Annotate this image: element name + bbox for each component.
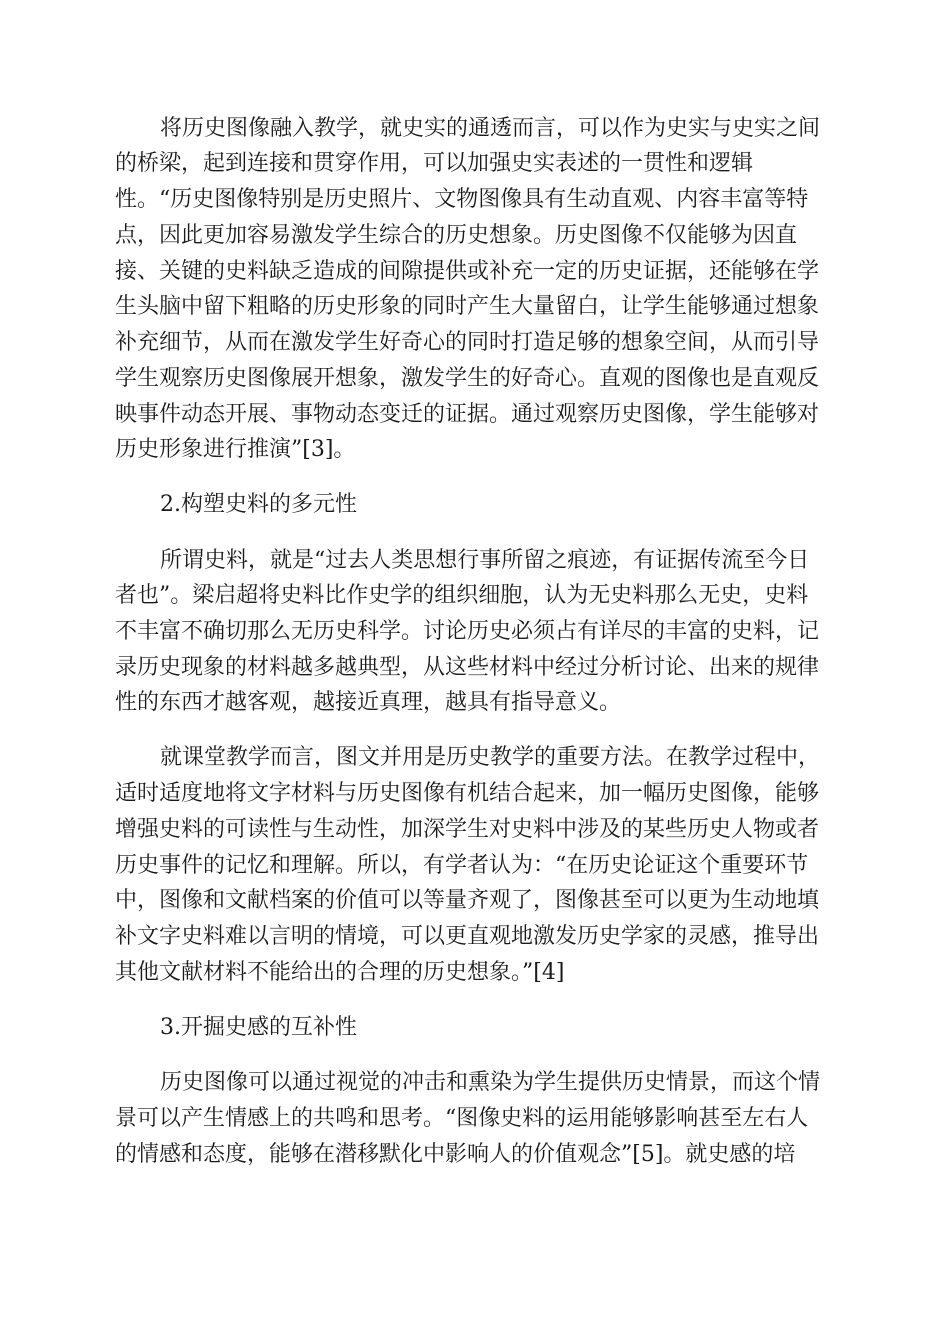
paragraph-1-line-1: 将历史图像融入教学，就史实的通透而言，可以作为史实与史实之间 — [160, 116, 821, 141]
paragraph-3-line-3: 增强史料的可读性与生动性，加深学生对史料中涉及的某些历史人物或者 — [115, 817, 820, 842]
paragraph-1-line-9: 映事件动态开展、事物动态变迁的证据。通过观察历史图像，学生能够对 — [115, 402, 820, 427]
paragraph-3-line-7: 其他文献材料不能给出的合理的历史想象。”[4] — [115, 960, 565, 985]
paragraph-2-line-1: 所谓史料，就是“过去人类思想行事所留之痕迹，有证据传流至今日 — [160, 548, 810, 573]
paragraph-1-line-8: 学生观察历史图像展开想象，激发学生的好奇心。直观的图像也是直观反 — [115, 366, 820, 391]
paragraph-3-line-4: 历史事件的记忆和理解。所以，有学者认为：“在历史论证这个重要环节 — [115, 853, 809, 878]
paragraph-3-line-6: 补文字史料难以言明的情境，可以更直观地激发历史学家的灵感，推导出 — [115, 924, 820, 949]
paragraph-1-line-7: 补充细节，从而在激发学生好奇心的同时打造足够的想象空间，从而引导 — [115, 330, 820, 355]
paragraph-1-line-3: 性。“历史图像特别是历史照片、文物图像具有生动直观、内容丰富等特 — [115, 187, 809, 212]
paragraph-1-line-4: 点，因此更加容易激发学生综合的历史想象。历史图像不仅能够为因直 — [115, 223, 798, 248]
paragraph-3-line-2: 适时适度地将文字材料与历史图像有机结合起来，加一幅历史图像，能够 — [115, 781, 820, 806]
paragraph-1-line-2: 的桥梁，起到连接和贯穿作用，可以加强史实表述的一贯性和逻辑 — [115, 151, 754, 176]
paragraph-4-line-1: 历史图像可以通过视觉的冲击和熏染为学生提供历史情景，而这个情 — [160, 1070, 821, 1095]
paragraph-2-line-2: 者也”。梁启超将史料比作史学的组织细胞，认为无史料那么无史，史料 — [115, 583, 809, 608]
paragraph-1-line-5: 接、关键的史料缺乏造成的间隙提供或补充一定的历史证据，还能够在学 — [115, 259, 820, 284]
paragraph-2-line-3: 不丰富不确切那么无历史科学。讨论历史必须占有详尽的丰富的史料，记 — [115, 619, 820, 644]
paragraph-4-line-3: 的情感和态度，能够在潜移默化中影响人的价值观念”[5]。就史感的培 — [115, 1142, 796, 1167]
paragraph-1-line-10: 历史形象进行推演”[3]。 — [115, 437, 356, 462]
section-heading-3: 3.开掘史感的互补性 — [160, 1015, 357, 1040]
paragraph-2-line-4: 录历史现象的材料越多越典型，从这些材料中经过分析讨论、出来的规律 — [115, 655, 820, 680]
paragraph-2-line-5: 性的东西才越客观，越接近真理，越具有指导意义。 — [115, 690, 622, 715]
paragraph-4-line-2: 景可以产生情感上的共鸣和思考。“图像史料的运用能够影响甚至左右人 — [115, 1106, 809, 1131]
paragraph-3-line-1: 就课堂教学而言，图文并用是历史教学的重要方法。在教学过程中， — [160, 745, 821, 770]
paragraph-3-line-5: 中，图像和文献档案的价值可以等量齐观了，图像甚至可以更为生动地填 — [115, 888, 820, 913]
paragraph-1-line-6: 生头脑中留下粗略的历史形象的同时产生大量留白，让学生能够通过想象 — [115, 294, 820, 319]
section-heading-2: 2.构塑史料的多元性 — [160, 492, 357, 517]
